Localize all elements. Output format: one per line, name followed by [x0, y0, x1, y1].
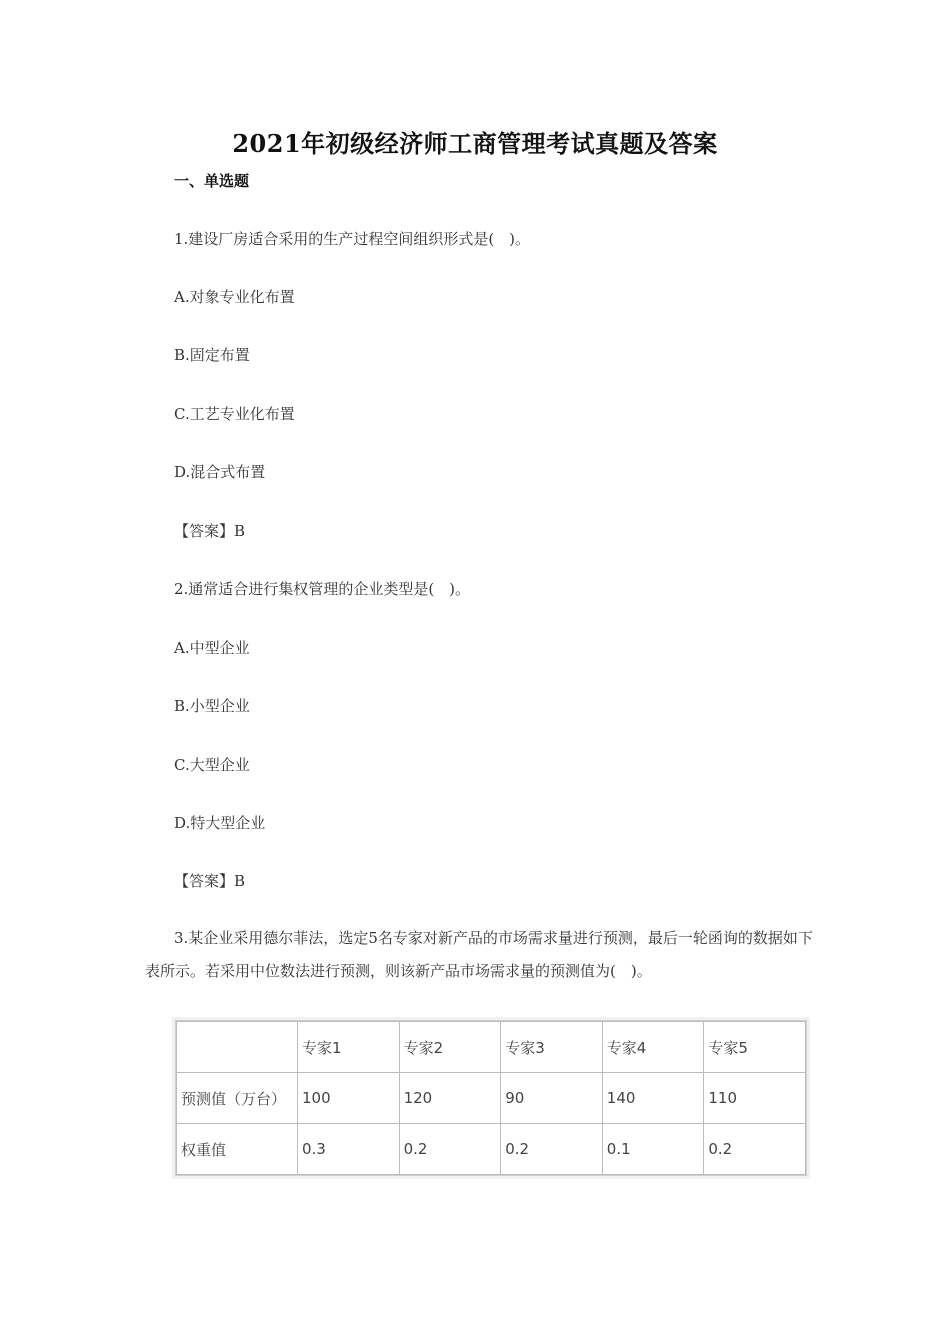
table-cell: 110 — [704, 1073, 806, 1124]
section-heading: 一、单选题 — [174, 172, 250, 190]
table-cell: 专家2 — [399, 1022, 501, 1073]
question-2-option-b: B.小型企业 — [174, 697, 250, 715]
question-2-option-c: C.大型企业 — [174, 756, 250, 774]
table-header-row — [177, 1022, 806, 1073]
question-3-stem: 3.某企业采用德尔菲法，选定5名专家对新产品的市场需求量进行预测，最后一轮函询的数据如下表所示。若采用中位数法进行预测，则该新产品市场需求量的预测值为( )。 — [145, 929, 813, 980]
question-2-option-d: D.特大型企业 — [174, 814, 266, 832]
table-cell: 0.3 — [298, 1124, 400, 1175]
table-cell: 90 — [501, 1073, 603, 1124]
table-cell: 专家5 — [704, 1022, 806, 1073]
table-cell: 0.2 — [704, 1124, 806, 1175]
table-cell: 140 — [602, 1073, 704, 1124]
table-cell: 专家1 — [298, 1022, 400, 1073]
table-cell — [177, 1022, 298, 1073]
table-cell: 120 — [399, 1073, 501, 1124]
table-cell: 权重值 — [177, 1124, 298, 1175]
table-cell: 专家4 — [602, 1022, 704, 1073]
table-row — [177, 1124, 806, 1175]
table-cell: 预测值（万台） — [177, 1073, 298, 1124]
question-1-option-d: D.混合式布置 — [174, 463, 266, 481]
question-1-stem: 1.建设厂房适合采用的生产过程空间组织形式是( )。 — [174, 230, 531, 248]
table-cell: 0.2 — [399, 1124, 501, 1175]
table-cell: 0.1 — [602, 1124, 704, 1175]
document-title: 2021年初级经济师工商管理考试真题及答案 — [232, 129, 718, 158]
question-2-stem: 2.通常适合进行集权管理的企业类型是( )。 — [174, 580, 471, 598]
question-2-answer: 【答案】B — [174, 872, 246, 890]
question-1-option-b: B.固定布置 — [174, 346, 250, 364]
question-1-option-c: C.工艺专业化布置 — [174, 405, 295, 423]
question-2-option-a: A.中型企业 — [174, 639, 250, 657]
table-cell: 专家3 — [501, 1022, 603, 1073]
question-1-answer: 【答案】B — [174, 522, 246, 540]
expert-forecast-table — [175, 1020, 807, 1176]
question-1-option-a: A.对象专业化布置 — [174, 288, 295, 306]
table-cell: 0.2 — [501, 1124, 603, 1175]
table-cell: 100 — [298, 1073, 400, 1124]
table-row — [177, 1073, 806, 1124]
